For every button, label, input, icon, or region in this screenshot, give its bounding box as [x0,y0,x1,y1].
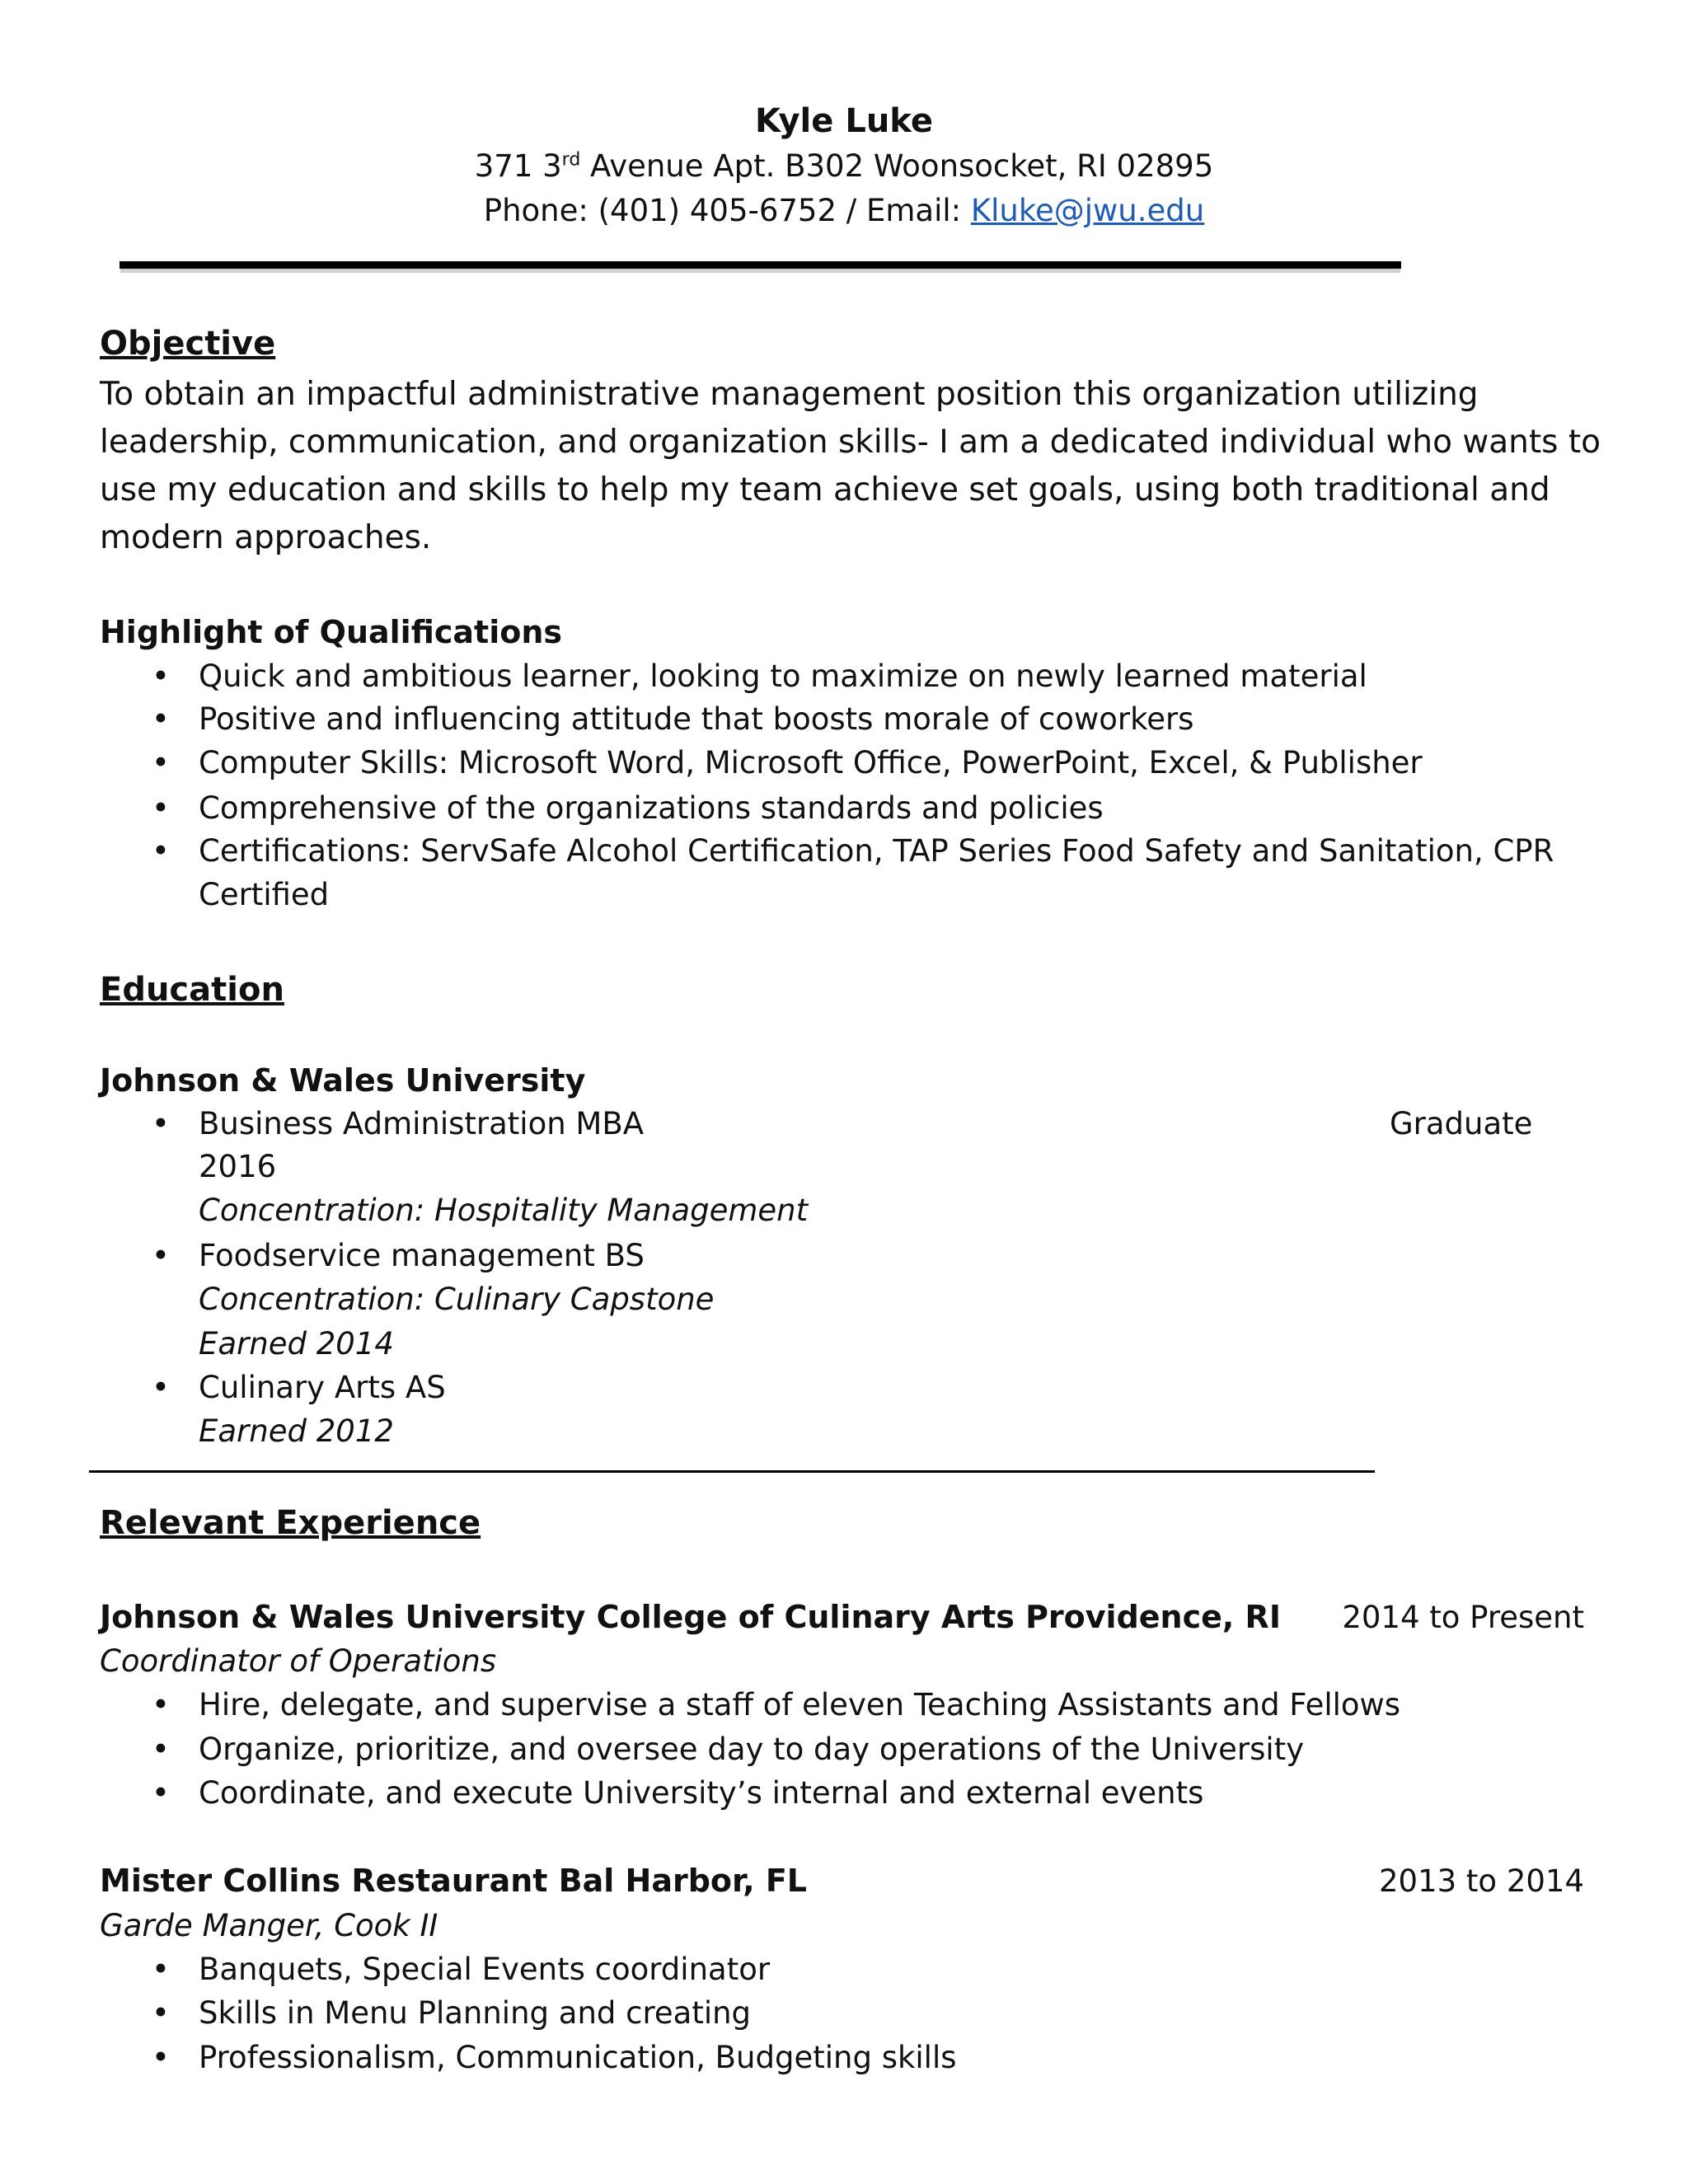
address-ordinal: rd [561,149,581,171]
contact-line [0,193,1688,228]
school-name: Johnson & Wales University [100,1062,586,1099]
employer-name: Johnson & Wales University College of Culinary Arts Providence, RI [100,1599,1281,1635]
bullet-icon: • [152,833,170,869]
degree-earned: Earned 2012 [199,1413,394,1449]
duty-item: • Banquets, Special Events coordinator [152,1952,771,1987]
duty-item: • Hire, delegate, and supervise a staff of eleven Teaching Assistants and Fellows [152,1687,1401,1722]
bullet-icon: • [152,1995,170,2031]
job-dates: 2014 to Present [1342,1600,1584,1635]
objective-text [100,371,1601,562]
duty-item: • Organize, prioritize, and oversee day to day operations of the University [152,1732,1305,1767]
duty-item: • Coordinate, and execute University’s internal and external events [152,1775,1204,1811]
qualification-item-continued: Certified [199,877,330,912]
duty-item: • Professionalism, Communication, Budgeting skills [152,2040,957,2075]
bullet-icon: • [152,1775,170,1811]
bullet-icon: • [152,1106,170,1141]
degree-year: 2016 [199,1149,277,1184]
job-title: Garde Manger, Cook II [100,1908,438,1943]
degree-concentration: Concentration: Culinary Capstone [199,1282,715,1317]
bullet-icon: • [152,790,170,826]
qualifications-heading: Highlight of Qualifications [100,614,563,650]
objective-line: leadership, communication, and organization skills- I am a dedicated individual who wants to [100,424,1601,461]
candidate-name: Kyle Luke [755,102,933,140]
objective-heading: Objective [100,325,276,363]
qualification-item: • Certifications: ServSafe Alcohol Certification, TAP Series Food Safety and Sanitation, CPR [152,833,1554,869]
email-link[interactable]: Kluke@jwu.edu [970,193,1205,228]
bullet-icon: • [152,745,170,780]
header-divider [120,261,1401,269]
bullet-icon: • [152,701,170,737]
objective-line: modern approaches. [100,519,432,556]
bullet-icon: • [152,1732,170,1767]
qualification-item: • Quick and ambitious learner, looking to maximize on newly learned material [152,658,1367,694]
phone-text: Phone: (401) 405-6752 / Email: [483,193,971,228]
degree-status: Graduate [1390,1106,1533,1141]
address-rest: Avenue Apt. B302 Woonsocket, RI 02895 [580,148,1214,184]
job-title: Coordinator of Operations [100,1643,497,1679]
objective-line: To obtain an impactful administrative management position this organization utilizing [100,376,1479,413]
degree-earned: Earned 2014 [199,1326,394,1361]
education-heading: Education [100,971,284,1009]
degree-concentration: Concentration: Hospitality Management [199,1193,809,1228]
employer-name: Mister Collins Restaurant Bal Harbor, FL [100,1863,808,1899]
job-dates: 2013 to 2014 [1379,1863,1584,1899]
bullet-icon: • [152,1370,170,1405]
bullet-icon: • [152,1238,170,1273]
qualification-item: • Comprehensive of the organizations standards and policies [152,790,1104,826]
objective-line: use my education and skills to help my team achieve set goals, using both traditional and [100,471,1550,509]
qualification-item: • Positive and influencing attitude that boosts morale of coworkers [152,701,1194,737]
section-divider [89,1470,1375,1473]
bullet-icon: • [152,658,170,694]
address-line [0,148,1688,184]
experience-heading: Relevant Experience [100,1504,481,1542]
address-number: 371 3 [474,148,562,184]
qualification-item: • Computer Skills: Microsoft Word, Microsoft Office, PowerPoint, Excel, & Publisher [152,745,1423,780]
bullet-icon: • [152,1952,170,1987]
bullet-icon: • [152,1687,170,1722]
degree-item: • Foodservice management BS [152,1238,645,1273]
bullet-icon: • [152,2040,170,2075]
duty-item: • Skills in Menu Planning and creating [152,1995,752,2031]
degree-item: • Culinary Arts AS [152,1370,446,1405]
degree-item: • Business Administration MBA [152,1106,645,1141]
